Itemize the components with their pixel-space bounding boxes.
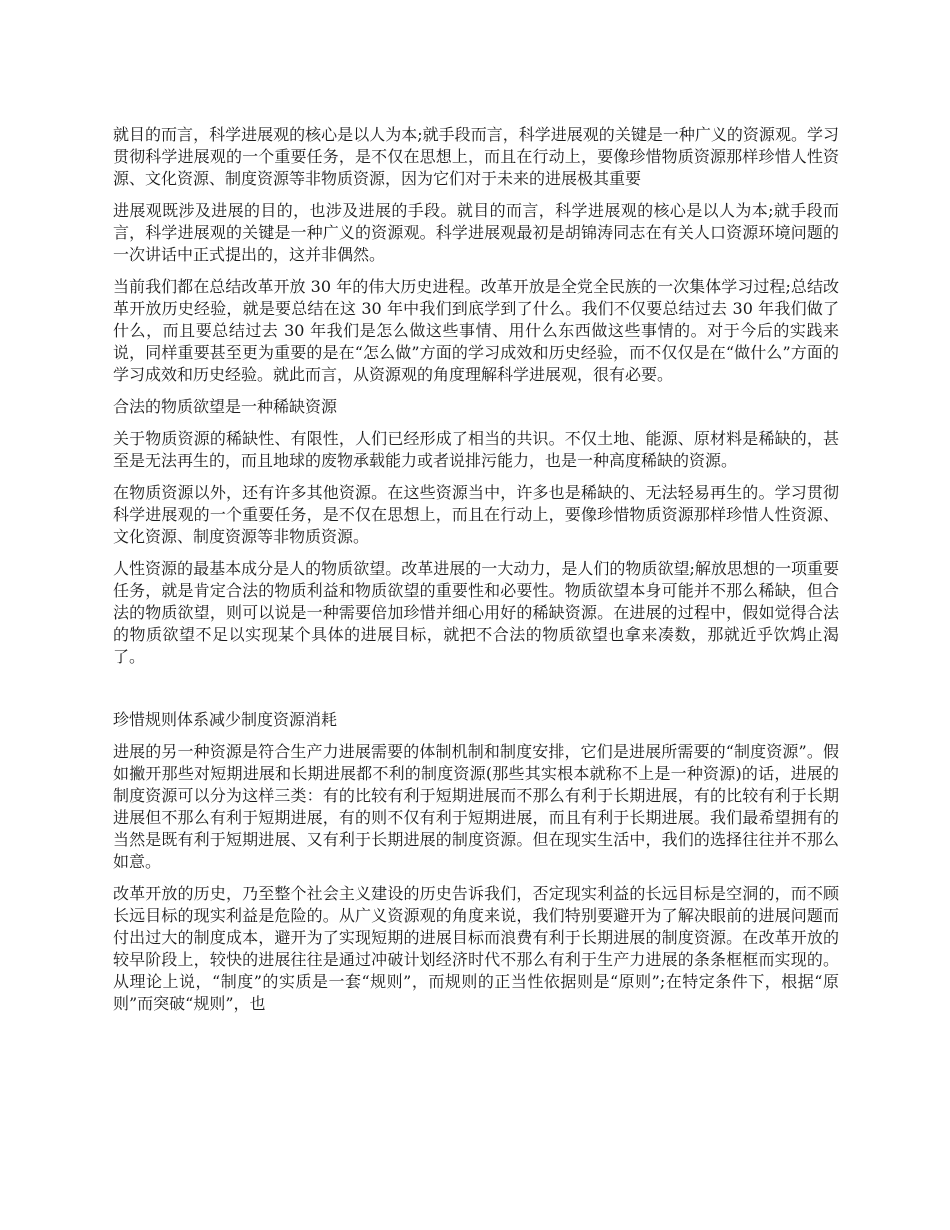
paragraph-2: 进展观既涉及进展的目的，也涉及进展的手段。就目的而言，科学进展观的核心是以人为本;就手段而言，科学进展观的关键是一种广义的资源观。科学进展观最初是胡锦涛同志在有关人口资源环境问题的一次讲话中正式提出的，这并非偶然。 [113,201,839,264]
paragraph-7: 进展的另一种资源是符合生产力进展需要的体制机制和制度安排，它们是进展所需要的“制度资源”。假如撇开那些对短期进展和长期进展都不利的制度资源(那些其实根本就称不上是一种资源)的话，进展的制度资源可以分为这样三类：有的比较有利于短期进展而不那么有利于长期进展，有的比较有利于长期进展但不那么有利于短期进展，有的则不仅有利于短期进展，而且有利于长期进展。我们最希望拥有的当然是既有利于短期进展、又有利于长期进展的制度资源。但在现实生活中，我们的选择往往并不那么如意。 [113,742,839,871]
document-body [113,124,839,1025]
section-heading-institutional-resources: 珍惜规则体系减少制度资源消耗 [113,710,338,729]
section-heading-material-desire: 合法的物质欲望是一种稀缺资源 [113,397,338,416]
paragraph-4: 关于物质资源的稀缺性、有限性，人们已经形成了相当的共识。不仅土地、能源、原材料是稀缺的，甚至是无法再生的，而且地球的废物承载能力或者说排污能力，也是一种高度稀缺的资源。 [113,429,839,470]
paragraph-1: 就目的而言，科学进展观的核心是以人为本;就手段而言，科学进展观的关键是一种广义的资源观。学习贯彻科学进展观的一个重要任务，是不仅在思想上，而且在行动上，要像珍惜物质资源那样珍惜人性资源、文化资源、制度资源等非物质资源，因为它们对于未来的进展极其重要 [113,125,839,188]
paragraph-5: 在物质资源以外，还有许多其他资源。在这些资源当中，许多也是稀缺的、无法轻易再生的。学习贯彻科学进展观的一个重要任务，是不仅在思想上，而且在行动上，要像珍惜物质资源那样珍惜人性资源、文化资源、制度资源等非物质资源。 [113,483,839,546]
paragraph-8: 改革开放的历史，乃至整个社会主义建设的历史告诉我们，否定现实利益的长远目标是空洞的，而不顾长远目标的现实利益是危险的。从广义资源观的角度来说，我们特别要避开为了解决眼前的进展问题而付出过大的制度成本，避开为了实现短期的进展目标而浪费有利于长期进展的制度资源。在改革开放的较早阶段上，较快的进展往往是通过冲破计划经济时代不那么有利于生产力进展的条条框框而实现的。从理论上说，“制度”的实质是一套“规则”，而规则的正当性依据则是“原则”;在特定条件下，根据“原则”而突破“规则”，也 [113,884,839,1013]
paragraph-3: 当前我们都在总结改革开放 30 年的伟大历史进程。改革开放是全党全民族的一次集体学习过程;总结改革开放历史经验，就是要总结在这 30 年中我们到底学到了什么。我们不仅要总结过去 30 年我们做了什么，而且要总结过去 30 年我们是怎么做这些事情、用什么东西做这些事情的。对于今后的实践来说，同样重要甚至更为重要的是在“怎么做”方面的学习成效和历史经验，而不仅仅是在“做什么”方面的学习成效和历史经验。就此而言，从资源观的角度理解科学进展观，很有必要。 [113,277,839,384]
section-spacer [113,678,839,709]
paragraph-6: 人性资源的最基本成分是人的物质欲望。改革进展的一大动力，是人们的物质欲望;解放思想的一项重要任务，就是肯定合法的物质利益和物质欲望的重要性和必要性。物质欲望本身可能并不那么稀缺，但合法的物质欲望，则可以说是一种需要倍加珍惜并细心用好的稀缺资源。在进展的过程中，假如觉得合法的物质欲望不足以实现某个具体的进展目标，就把不合法的物质欲望也拿来凑数，那就近乎饮鸩止渴了。 [113,559,839,666]
